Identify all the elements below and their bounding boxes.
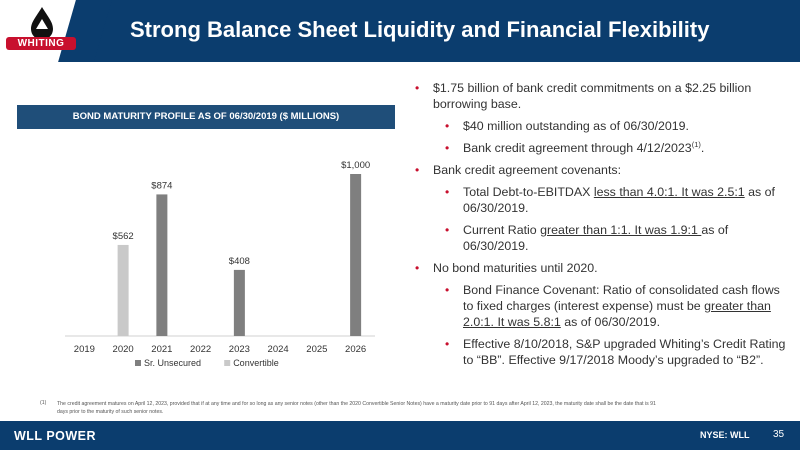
footer-brand: WLL POWER xyxy=(14,429,97,443)
bar-sr-unsecured xyxy=(350,174,361,336)
bond-maturity-chart xyxy=(17,130,395,380)
footnote-marker: (1) xyxy=(40,400,47,406)
ticker-label: NYSE: WLL xyxy=(700,430,750,440)
legend-label: Sr. Unsecured xyxy=(144,358,202,368)
sub-bullet-item xyxy=(443,282,788,330)
bar-convertible xyxy=(118,245,129,336)
bullet-text: $40 million outstanding as of 06/30/2019. xyxy=(463,119,689,133)
x-tick-label: 2019 xyxy=(73,344,95,355)
whiting-logo xyxy=(6,4,76,58)
bullet-text: Total Debt-to-EBITDAX xyxy=(463,185,594,199)
bullet-dot: • xyxy=(445,223,450,237)
bullet-item xyxy=(413,162,788,178)
logo-text: WHITING xyxy=(6,37,76,50)
footnote-ref: (1) xyxy=(691,139,701,149)
bar-sr-unsecured xyxy=(156,194,167,336)
data-label: $408 xyxy=(228,255,250,267)
underlined-text: less than 4.0:1. It was 2.5:1 xyxy=(593,185,745,199)
sub-bullet-item xyxy=(443,140,788,156)
bullet-text: Current Ratio xyxy=(463,223,541,237)
bullet-item xyxy=(413,80,788,112)
sub-bullet-item xyxy=(443,222,788,254)
bullet-text: No bond maturities until 2020. xyxy=(433,261,598,275)
bullet-text-end: as of 06/30/2019. xyxy=(560,315,661,329)
sub-bullet-item xyxy=(443,184,788,216)
bullet-text-end: as of 06/30/2019. xyxy=(463,185,775,215)
bullet-text: Bank credit agreement through 4/12/2023 xyxy=(463,141,692,155)
bullet-dot: • xyxy=(445,119,450,133)
bullet-text-end: as of 06/30/2019. xyxy=(463,223,729,253)
bullet-dot: • xyxy=(415,81,420,95)
bullet-text: Bond Finance Covenant: Ratio of consolidated cash flows to fixed charges (interest expense) must be xyxy=(463,283,780,313)
page-title: Strong Balance Sheet Liquidity and Financial Flexibility xyxy=(130,17,710,42)
x-tick-label: 2026 xyxy=(345,344,367,355)
page-number: 35 xyxy=(773,429,785,440)
sub-bullet-item xyxy=(443,118,788,134)
bullet-text: $1.75 billion of bank credit commitments on a $2.25 billion borrowing base. xyxy=(433,81,752,111)
bullet-list xyxy=(413,80,788,374)
bullet-dot: • xyxy=(445,337,450,351)
x-tick-label: 2025 xyxy=(306,344,328,355)
data-label: $1,000 xyxy=(341,160,371,171)
bullet-item xyxy=(413,260,788,276)
bar-sr-unsecured xyxy=(234,270,245,336)
oil-drop-icon xyxy=(28,6,56,40)
x-tick-label: 2022 xyxy=(190,344,212,355)
bullet-text: Effective 8/10/2018, S&P upgraded Whiting’s Credit Rating to “BB”. Effective 9/17/2018 Moody’s upgraded to “B2”. xyxy=(463,337,786,367)
bullet-text-end: . xyxy=(700,141,705,155)
bullet-dot: • xyxy=(445,283,450,297)
legend-swatch xyxy=(135,360,141,366)
bullet-dot: • xyxy=(445,141,450,155)
x-tick-label: 2021 xyxy=(151,344,173,355)
x-tick-label: 2020 xyxy=(112,344,134,355)
bullet-dot: • xyxy=(415,163,420,177)
data-label: $874 xyxy=(151,180,173,192)
underlined-text: greater than 1:1. It was 1.9:1 xyxy=(540,223,702,237)
chart-title: BOND MATURITY PROFILE AS OF 06/30/2019 ($ MILLIONS) xyxy=(17,105,395,129)
bullet-dot: • xyxy=(415,261,420,275)
legend-label: Convertible xyxy=(233,358,279,368)
footer xyxy=(0,421,800,450)
legend-swatch xyxy=(224,360,230,366)
header xyxy=(0,0,800,62)
bullet-dot: • xyxy=(445,185,450,199)
bullet-text: Bank credit agreement covenants: xyxy=(433,163,622,177)
sub-bullet-item xyxy=(443,336,788,368)
footnote-text: The credit agreement matures on April 12, 2023, provided that if at any time and for so long as any senior notes (other than the 2020 Convertible Senior Notes) have a maturity date prior to 91 days after April 12, 2023, the maturity date shall be the date that is 91 days prior to the maturity of such senior notes. xyxy=(57,401,656,415)
underlined-text: greater than 2.0:1. It was 5.8:1 xyxy=(463,299,771,329)
data-label: $562 xyxy=(112,230,134,242)
x-tick-label: 2023 xyxy=(228,344,250,355)
x-tick-label: 2024 xyxy=(267,344,289,355)
